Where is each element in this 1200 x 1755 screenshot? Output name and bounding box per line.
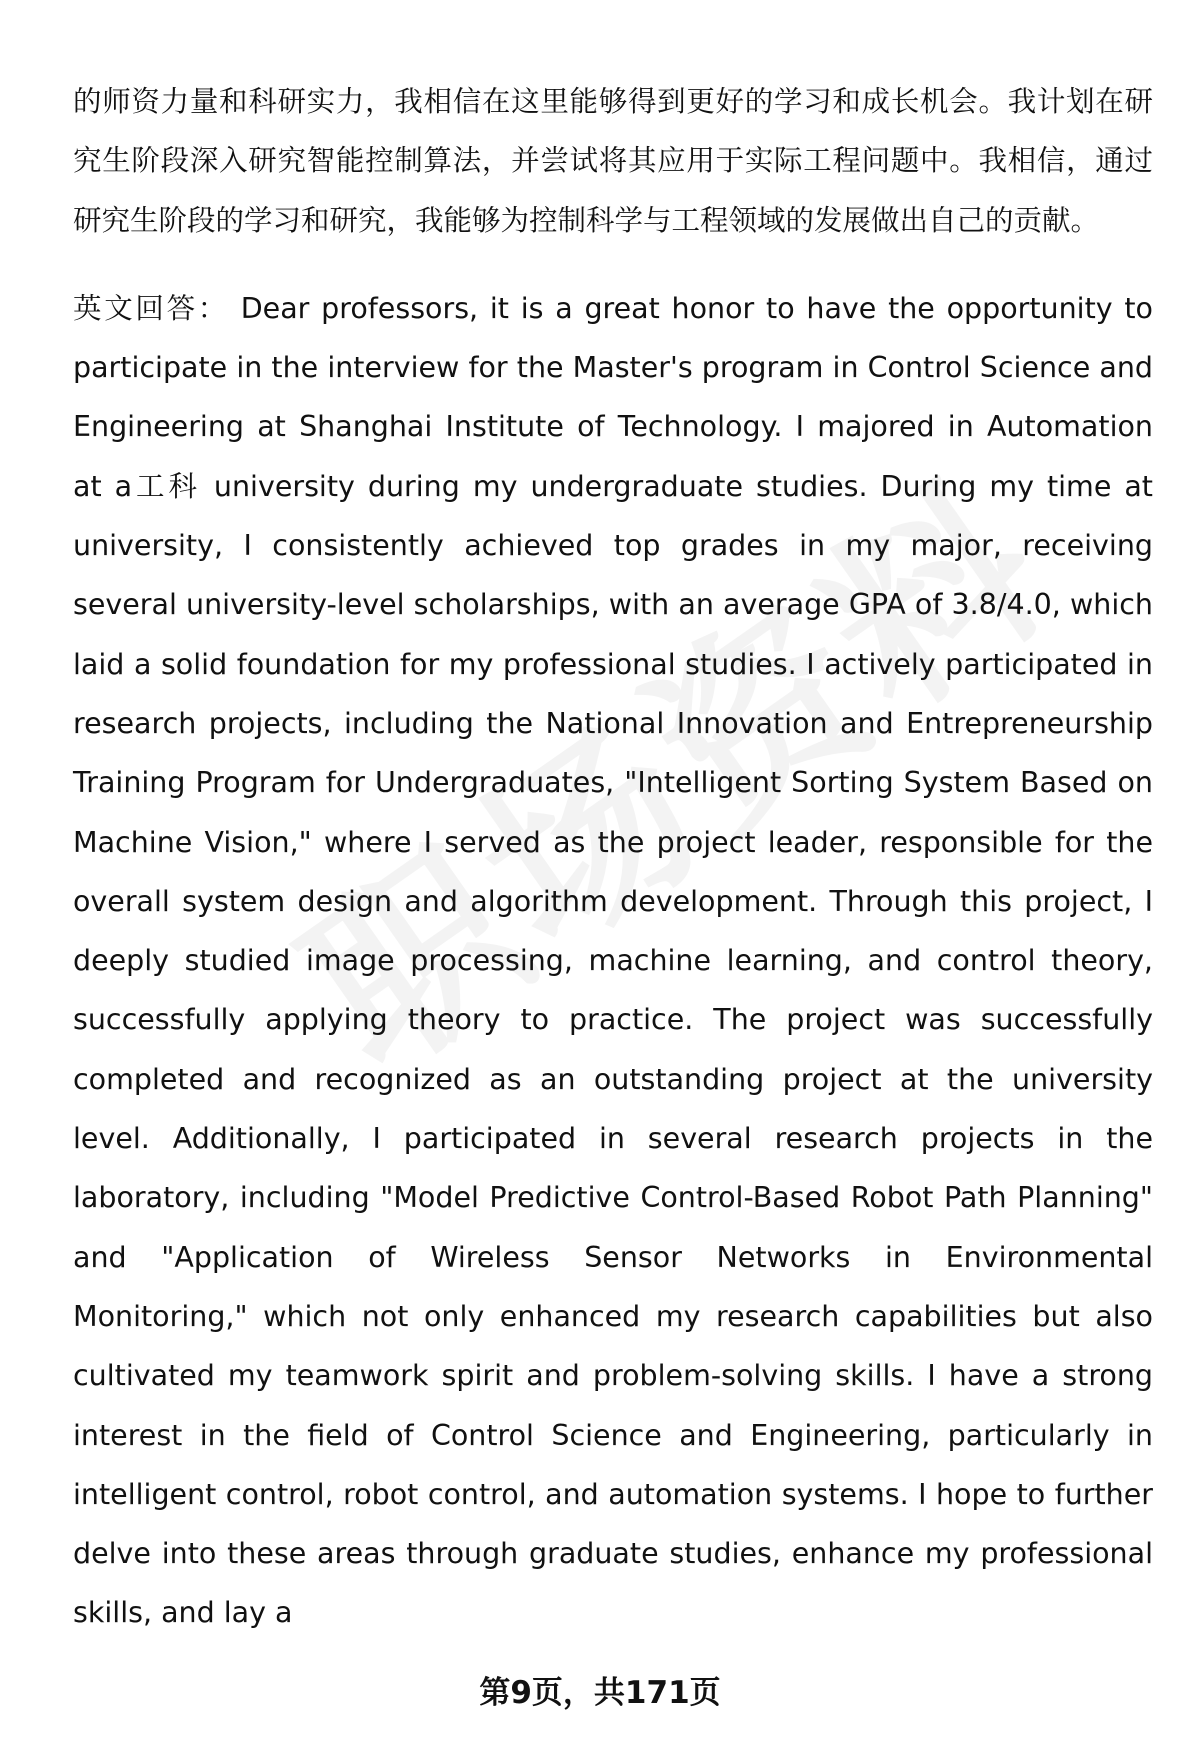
page-number: 第9页，共171页 [479, 1675, 721, 1711]
chinese-answer-paragraph: 的师资力量和科研实力，我相信在这里能够得到更好的学习和成长机会。我计划在研究生阶段深入研究智能控制算法，并尝试将其应用于实际工程问题中。我相信，通过研究生阶段的学习和研究，我能够为控制科学与工程领域的发展做出自己的贡献。 [73, 85, 1153, 237]
english-answer-paragraph [73, 279, 1153, 1643]
document-body [73, 72, 1153, 1643]
english-answer-label: 英文回答： [73, 291, 229, 325]
english-answer-text: Dear professors, it is a great honor to have the opportunity to participate in the interview for the Master's program in Control Science and Engineering at Shanghai Institute of Technology. I majored in Automation at a工科 university during my undergraduate studies. During my time at university, I consistently achieved top grades in my major, receiving several university-level scholarships, with an average GPA of 3.8/4.0, which laid a solid foundation for my professional studies. I actively participated in research projects, including the National Innovation and Entrepreneurship Training Program for Undergraduates, "Intelligent Sorting System Based on Machine Vision," where I served as the project leader, responsible for the overall system design and algorithm development. Through this project, I deeply studied image processing, machine learning, and control theory, successfully applying theory to practice. The project was successfully completed and recognized as an outstanding project at the university level. Additionally, I participated in several research projects in the laboratory, including "Model Predictive Control-Based Robot Path Planning" and "Application of Wireless Sensor Networks in Environmental Monitoring," which not only enhanced my research capabilities but also cultivated my teamwork spirit and problem-solving skills. I have a strong interest in the field of Control Science and Engineering, particularly in intelligent control, robot control, and automation systems. I hope to further delve into these areas through graduate studies, enhance my professional skills, and lay a [73, 291, 1153, 1630]
